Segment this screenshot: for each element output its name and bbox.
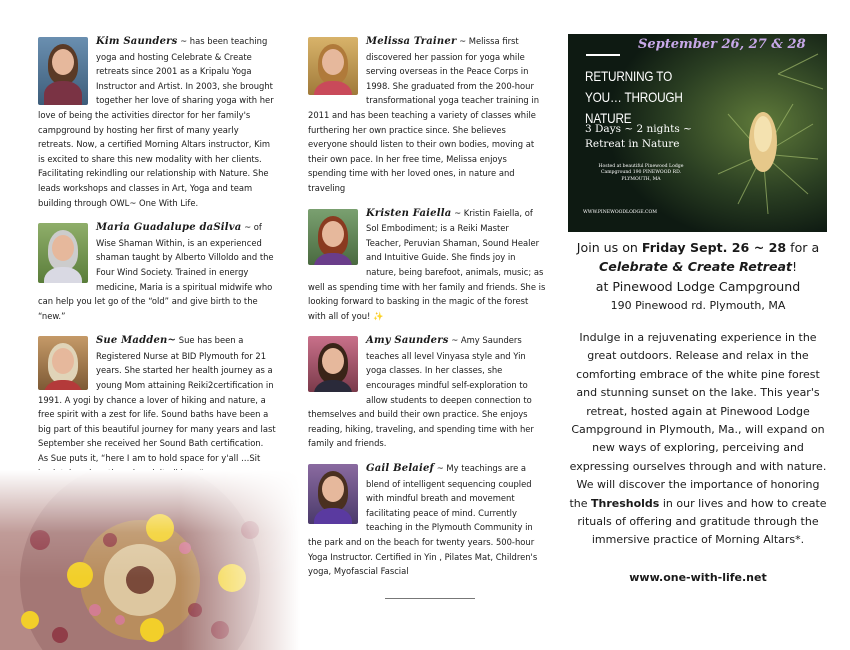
bio-name: Sue Madden~ [96, 335, 177, 347]
bio-kristen-faiella [308, 206, 546, 324]
bio-name: Melissa Trainer [366, 36, 457, 47]
poster-rule [586, 54, 620, 56]
left-column [38, 34, 276, 490]
bio-name: Kim Saunders [96, 36, 178, 47]
retreat-info [568, 238, 828, 587]
website-link[interactable]: www.one-with-life.net [629, 570, 767, 584]
campground: at Pinewood Lodge Campground [595, 279, 801, 294]
poster-headline: RETURNING TO YOU… THROUGH NATURE [585, 68, 683, 126]
address: 190 Pinewood rd. Plymouth, MA [610, 299, 786, 312]
join-line [568, 238, 828, 257]
retreat-name-mark: ! [792, 260, 797, 274]
maria-dasilva-photo [38, 223, 88, 283]
celebrate-line [568, 257, 828, 277]
poster-date: September 26, 27 & 28 [638, 37, 806, 52]
bio-text: ~ of Wise Shaman Within, is an experienced shaman taught by Alberto Villoldo and the Four Wind Society. Trained in energy medicine, Maria is a spiritual midwife who can help you let go of the “old” and give birth to the “new.” [38, 222, 274, 321]
retreat-name: Celebrate & Create Retreat [599, 259, 793, 274]
floral-mandala-image [0, 470, 300, 650]
join-post: for a [786, 240, 820, 255]
melissa-trainer-photo [308, 37, 358, 95]
join-pre: Join us on [576, 240, 642, 255]
bio-text: ~ has been teaching yoga and hosting Celebrate & Create retreats since 2001 as a Kripalu Yoga Instructor and Artist. In 2003, she brought together her love of sharing yoga with her love of being the activities director for her family's campground by hosting her first of many yearly retreats. Now, a certified Morning Altars instructor, Kim is excited to share this new modality with her clients. Facilitating rekindling our relationship with Nature. She leads workshops and classes in Art, Yoga and team building through OWL~ One With Life. [38, 36, 274, 208]
bio-text: ~ Kristin Faiella, of Sol Embodiment; is a Reiki Master Teacher, Peruvian Shaman, Sound Healer and Intuitive Guide. She finds joy in nature, being barefoot, animals, music; as well as spending time with her family and friends. She is looking forward to basking in the magic of the forest with all of you! ✨ [308, 207, 546, 321]
bio-name: Amy Saunders [366, 335, 449, 347]
bio-maria-dasilva [38, 220, 276, 323]
bio-text: Sue has been a Registered Nurse at BID Plymouth for 21 years. She started her health journey as a young Mom attaining Reiki2certification in 1991. A yogi by chance a lover of hiking and nature, a free spirit with a zest for life. Sound baths have been a big part of this beautiful journey for many years and last September she received her Sound Bath certification. As Sue puts it, “here I am to hold space for y'all …Sit [38, 335, 276, 464]
description-pre: Indulge in a rejuvenating experience in the great outdoors. Release and relax in the comforting embrace of the white pine forest and stunning sunset on the lake. This year's retreat, hosted again at Pinewood Lodge Campground in Plymouth, Ma., will expand on new ways of exploring, perceiving and expressing ourselves through and with nature. We will discover the importance of honoring the [569, 331, 827, 510]
bio-amy-saunders [308, 333, 546, 451]
bio-name: Maria Guadalupe daSilva [96, 222, 242, 234]
right-column [568, 34, 828, 587]
poster-subtitle: 3 Days ~ 2 nights ~ Retreat in Nature [585, 123, 692, 150]
gail-belaief-photo [308, 464, 358, 524]
retreat-poster [568, 34, 827, 232]
bio-text: ~ My teachings are a blend of intelligent sequencing coupled with mindful breath and movement facilitating peace of mind. Currently teaching in the Plymouth Community in the park and on the beach for twenty years. 500-hour Yoga Instructor. Certified in Yin , Pilates Mat, Children's yoga, Myofascial Fascial [308, 463, 538, 577]
bio-melissa-trainer [308, 34, 546, 196]
description [568, 329, 828, 550]
sue-madden-photo [38, 336, 88, 390]
bio-kim-saunders [38, 34, 276, 210]
middle-column [308, 34, 546, 589]
join-date: Friday Sept. 26 ~ 28 [641, 240, 787, 255]
amy-saunders-photo [308, 336, 358, 392]
bio-text: ~ Melissa first discovered her passion for yoga while serving overseas in the Peace Corps in 1998. She graduated from the 200-hour transformational yoga teacher training in 2011 and has been teaching a variety of classes while furthering her own practice since. She believes everyone should listen to their own bodies, moving at their own pace. In her free time, Melissa enjoys spending time with her loved ones, in nature and traveling [308, 36, 540, 193]
description-post: in our lives and how to create rituals of offering and gratitude through the immersive practice of Morning Altars*. [577, 496, 827, 547]
kim-saunders-photo [38, 37, 88, 105]
poster-venue: Hosted at beautiful Pinewood Lodge Campground 190 PINEWOOD RD. PLYMOUTH, MA [598, 164, 684, 182]
bio-name: Kristen Faiella [366, 207, 452, 219]
divider-line [385, 598, 475, 599]
kristen-faiella-photo [308, 209, 358, 265]
poster-url: WWW.PINEWOODLODGE.COM [583, 210, 658, 215]
bio-sue-madden [38, 333, 276, 480]
bio-gail-belaief [308, 461, 546, 579]
bio-text: ~ Amy Saunders teaches all level Vinyasa style and Yin yoga classes. In her classes, she encourages mindful self-exploration to allow students to deepen connection to themselves and build their own practice. She enjoys reading, hiking, traveling, and spending time with her family and friends. [308, 335, 534, 449]
thresholds-word: Thresholds [591, 496, 660, 510]
bio-name: Gail Belaief [366, 463, 435, 475]
fade-overlay [0, 470, 300, 650]
